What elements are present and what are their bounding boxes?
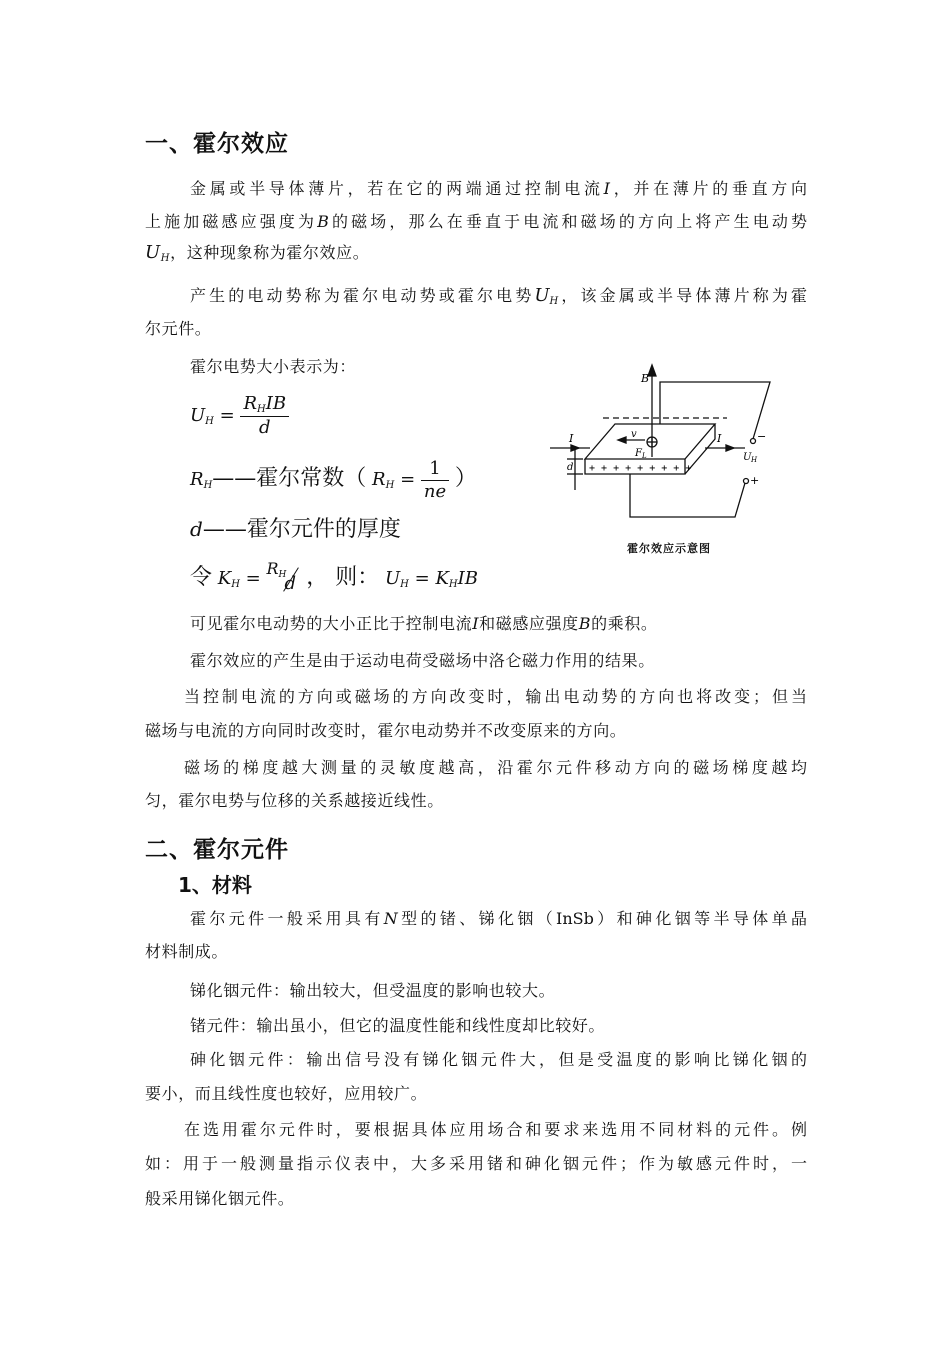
fraction	[240, 393, 289, 439]
text-span: ，并在薄片的垂直方向	[610, 179, 807, 198]
let-word: 令	[190, 565, 213, 590]
paragraph-line: 尔元件。	[145, 319, 212, 338]
plus-charges: + + + + + + + + +	[589, 463, 692, 474]
label-uh-sub: H	[751, 456, 758, 464]
subsection-title-material: 1、材料	[178, 873, 252, 897]
text-span: 的磁场，那么在垂直于电流和磁场的方向上将产生电动势	[328, 212, 807, 231]
section-title-hall-element: 二、霍尔元件	[145, 837, 289, 863]
paragraph-line: 磁场的梯度越大测量的灵敏度越高，沿霍尔元件移动方向的磁场梯度越均	[184, 758, 807, 777]
label-l: L	[642, 452, 647, 460]
symbol-K: K	[435, 568, 449, 589]
label-minus: −	[757, 430, 767, 443]
subscript-H: H	[160, 253, 171, 264]
subscript-H: H	[203, 480, 213, 492]
close-paren: ）	[454, 466, 477, 492]
text-span: ，该金属或半导体薄片称为霍	[558, 286, 807, 305]
fraction	[421, 458, 449, 502]
formula-sensitivity	[190, 560, 478, 595]
subscript-H: H	[549, 296, 559, 307]
subscript-H: H	[385, 480, 395, 492]
text-span: 可见霍尔电动势的大小正比于控制电流	[190, 614, 473, 633]
paragraph-line: 锑化铟元件：输出较大，但受温度的影响也较大。	[190, 981, 556, 1000]
subscript-H: H	[278, 570, 287, 580]
b-arrow-head	[648, 365, 656, 376]
text-span: 金属或半导体薄片，若在它的两端通过控制电流	[190, 179, 604, 198]
symbol-d: d	[190, 517, 203, 541]
label-plus: +	[750, 474, 760, 487]
terminal-plus	[744, 479, 749, 484]
text-span: 霍尔元件一般采用具有	[190, 909, 384, 928]
symbol-R: R	[243, 393, 258, 414]
equals-sign: =	[245, 568, 261, 589]
symbol-R: R	[266, 559, 279, 578]
then-word: ， 则：	[306, 565, 380, 590]
hall-constant-desc: ——霍尔常数（	[212, 466, 367, 492]
paragraph-line: 霍尔效应的产生是由于运动电荷受磁场中洛仑磁力作用的结果。	[190, 651, 655, 670]
paragraph-line: 材料制成。	[145, 942, 229, 961]
symbol-U: U	[384, 568, 401, 589]
paragraph-line: 锗元件：输出虽小，但它的温度性能和线性度却比较好。	[190, 1016, 606, 1035]
thickness-desc: ——霍尔元件的厚度	[202, 517, 401, 542]
symbol-N: N	[383, 909, 398, 928]
diagram-caption: 霍尔效应示意图	[627, 542, 711, 555]
paragraph-line	[190, 611, 658, 634]
symbol-U: U	[145, 242, 161, 263]
paragraph-line: 匀，霍尔电势与位移的关系越接近线性。	[145, 791, 444, 810]
symbol-I: I	[603, 179, 610, 198]
paragraph-line: 般采用锑化铟元件。	[145, 1189, 295, 1208]
label-b: B	[641, 372, 650, 385]
symbol-K: K	[217, 568, 232, 589]
fraction-numerator	[240, 393, 289, 417]
fraction-denominator: d	[259, 417, 271, 438]
label-i-right: I	[717, 432, 722, 445]
symbol-I: I	[472, 614, 480, 633]
paragraph-line	[190, 906, 807, 929]
subscript-H: H	[257, 404, 266, 415]
text-span: 和磁感应强度	[479, 614, 579, 633]
text-span: ，这种现象称为霍尔效应。	[170, 243, 370, 262]
fraction-numerator: 1	[421, 458, 449, 481]
paragraph-line: 当控制电流的方向或磁场的方向改变时，输出电动势的方向也将改变；但当	[184, 687, 807, 706]
symbol-U: U	[190, 404, 206, 426]
paragraph-line	[190, 283, 807, 307]
equals-sign: =	[414, 568, 430, 589]
paragraph-line: 如：用于一般测量指示仪表中，大多采用锗和砷化铟元件；作为敏感元件时，一	[145, 1154, 807, 1173]
subscript-H: H	[205, 415, 214, 427]
paragraph-line	[190, 176, 807, 199]
paragraph-line: 在选用霍尔元件时，要根据具体应用场合和要求来选用不同材料的元件。例	[184, 1120, 807, 1139]
text-span: 的乘积。	[591, 614, 658, 633]
paragraph-line: 霍尔电势大小表示为：	[190, 357, 357, 376]
symbol-IB: IB	[457, 568, 478, 589]
subscript-H: H	[448, 579, 458, 590]
paragraph-line: 砷化铟元件：输出信号没有锑化铟元件大，但是受温度的影响比锑化铟的	[190, 1050, 807, 1069]
equals-sign: =	[400, 469, 416, 491]
label-v: v	[631, 429, 637, 440]
formula-hall-constant	[190, 458, 477, 502]
current-arrow-right	[726, 445, 734, 451]
paragraph-line: 要小，而且线性度也较好，应用较广。	[145, 1084, 428, 1103]
output-wire-bottom	[630, 474, 745, 517]
terminal-minus	[751, 439, 756, 444]
slash-denominator: d	[284, 573, 297, 594]
subscript-H: H	[400, 579, 409, 590]
label-f: F	[635, 448, 642, 459]
symbol-R: R	[190, 469, 204, 491]
paragraph-line: 磁场与电流的方向同时改变时，霍尔电动势并不改变原来的方向。	[145, 721, 627, 740]
symbol-U: U	[534, 285, 550, 306]
hall-effect-diagram	[545, 362, 785, 562]
velocity-arrow-head	[618, 437, 626, 443]
paragraph-line	[145, 240, 369, 264]
subscript-H: H	[231, 579, 240, 590]
label-d: d	[567, 462, 574, 473]
symbol-IB: IB	[265, 393, 287, 414]
paragraph-line	[145, 209, 807, 232]
formula-thickness	[190, 512, 401, 543]
label-i-left: I	[569, 432, 574, 445]
symbol-R: R	[372, 469, 386, 491]
text-span: 产生的电动势称为霍尔电动势或霍尔电势	[190, 286, 535, 305]
formula-hall-voltage	[190, 393, 289, 439]
fraction-denominator: ne	[423, 480, 447, 502]
text-span: 上施加磁感应强度为	[145, 212, 318, 231]
text-span: 型的锗、锑化铟（InSb）和砷化铟等半导体单晶	[397, 909, 807, 928]
equals-sign: =	[219, 404, 235, 426]
symbol-B: B	[578, 614, 592, 633]
symbol-B: B	[317, 212, 329, 231]
label-uh: U	[743, 452, 752, 463]
section-title-hall-effect: 一、霍尔效应	[145, 131, 289, 157]
slash-fraction	[266, 559, 301, 595]
slash-numerator	[267, 559, 287, 580]
